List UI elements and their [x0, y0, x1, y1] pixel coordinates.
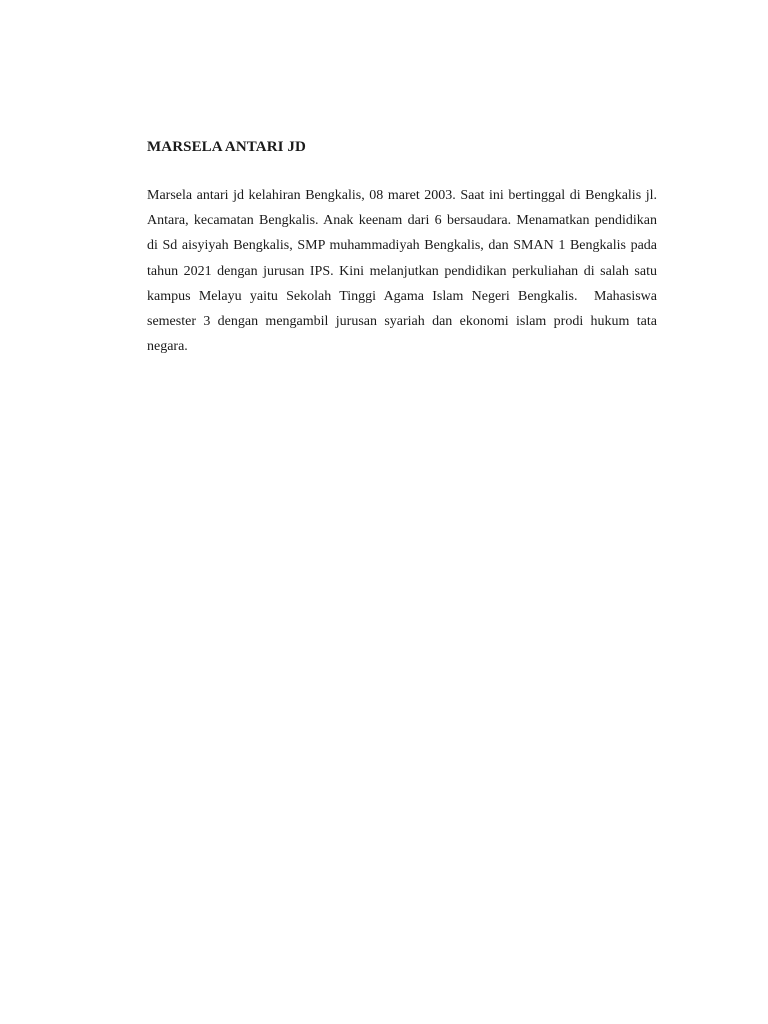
biography-paragraph: Marsela antari jd kelahiran Bengkalis, 08 maret 2003. Saat ini bertinggal di Bengkalis jl. Antara, kecamatan Bengkalis. Anak keenam dari 6 bersaudara. Menamatkan pendidikan di Sd aisyiyah Bengkalis, SMP muhammadiyah Bengkalis, dan SMAN 1 Bengkalis pada tahun 2021 dengan jurusan IPS. Kini melanjutkan pendidikan perkuliahan di salah satu kampus Melayu yaitu Sekolah Tinggi Agama Islam Negeri Bengkalis. Mahasiswa semester 3 dengan mengambil jurusan syariah dan ekonomi islam prodi hukum tata negara. [147, 188, 661, 355]
document-title: MARSELA ANTARI JD [147, 139, 306, 155]
document-content [147, 137, 661, 359]
